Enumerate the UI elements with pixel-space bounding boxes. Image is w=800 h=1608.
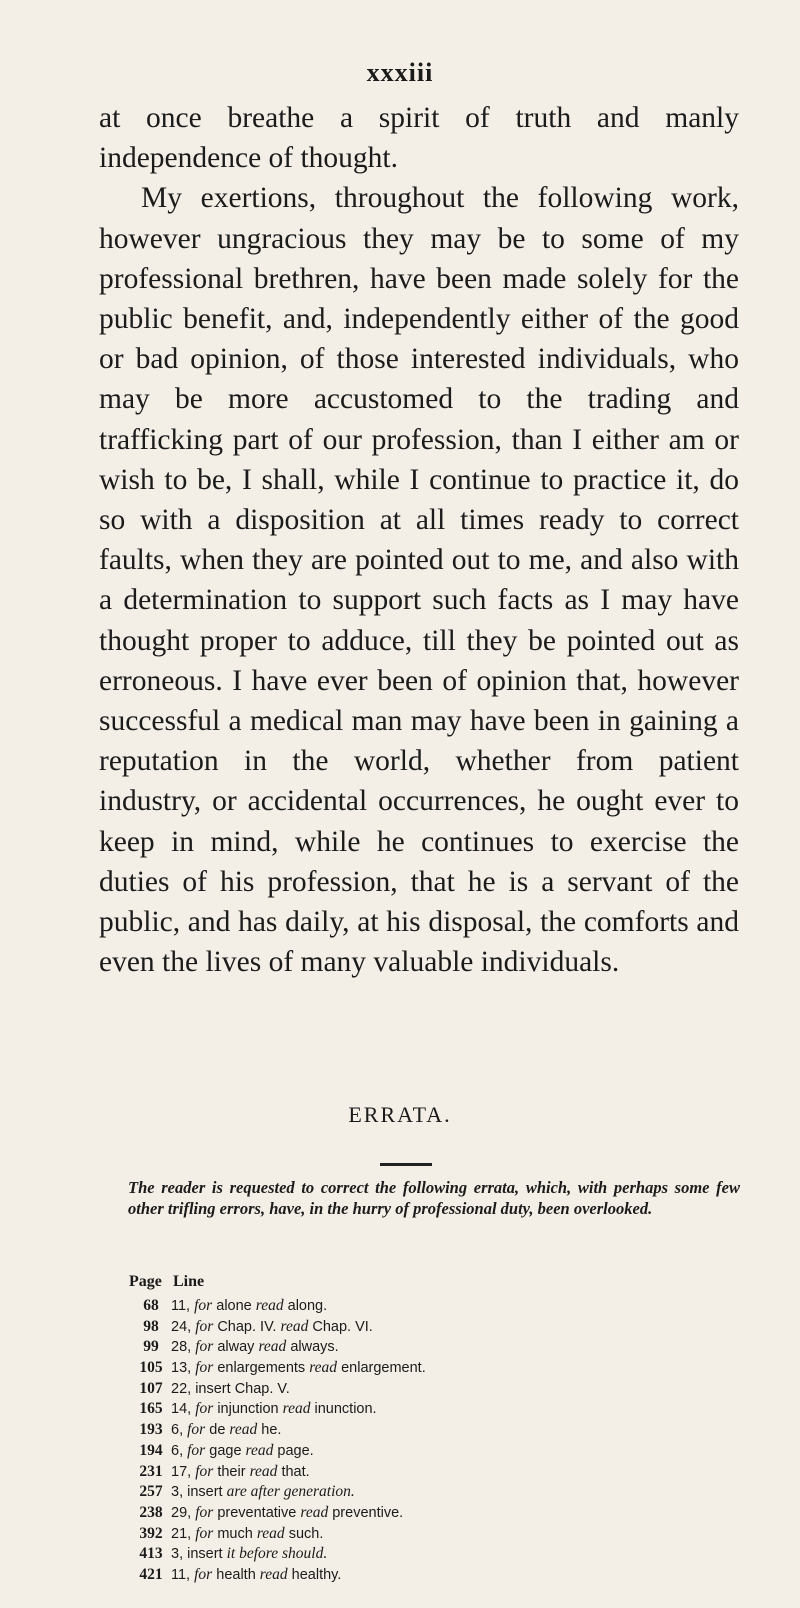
errata-read: are after generation. bbox=[226, 1483, 355, 1501]
errata-correction bbox=[171, 1420, 281, 1441]
errata-line: 13, bbox=[171, 1360, 192, 1377]
errata-correction bbox=[171, 1503, 403, 1524]
column-header-line: Line bbox=[173, 1273, 205, 1290]
errata-wrong: health bbox=[216, 1566, 256, 1583]
body-text bbox=[99, 98, 739, 982]
errata-for: for bbox=[195, 1317, 214, 1335]
errata-for: for bbox=[194, 1297, 213, 1314]
errata-read: read bbox=[229, 1421, 258, 1439]
errata-read: read bbox=[255, 1297, 284, 1314]
errata-page: 68 bbox=[143, 1297, 159, 1314]
errata-row bbox=[131, 1503, 691, 1524]
errata-line: 28, bbox=[171, 1339, 192, 1356]
errata-for: for bbox=[195, 1400, 214, 1418]
errata-read: read bbox=[258, 1338, 287, 1356]
errata-read: read bbox=[300, 1503, 329, 1521]
errata-intro: The reader is requested to correct the following errata, which, with perhaps some few other trifling errors, have, in the hurry of professional duty, been overlooked. bbox=[128, 1178, 740, 1218]
divider-rule bbox=[380, 1163, 432, 1166]
errata-heading: ERRATA. bbox=[348, 1102, 452, 1127]
errata-page: 257 bbox=[139, 1483, 163, 1501]
errata-wrong: much bbox=[217, 1525, 253, 1542]
column-header-page: Page bbox=[129, 1273, 162, 1290]
errata-right: that. bbox=[281, 1463, 310, 1480]
errata-read: read bbox=[249, 1462, 278, 1480]
errata-page: 105 bbox=[139, 1359, 163, 1377]
errata-line: 17, bbox=[171, 1463, 192, 1480]
errata-correction bbox=[171, 1524, 323, 1545]
errata-read: read bbox=[259, 1565, 288, 1583]
errata-correction bbox=[171, 1565, 341, 1586]
errata-wrong: insert Chap. V. bbox=[195, 1380, 290, 1397]
errata-for: for bbox=[195, 1503, 214, 1521]
page-number: xxxiii bbox=[366, 58, 434, 87]
errata-right: enlargement. bbox=[341, 1360, 426, 1377]
errata-line: 6, bbox=[171, 1442, 184, 1459]
errata-for: for bbox=[195, 1462, 214, 1480]
errata-for: for bbox=[195, 1338, 214, 1356]
errata-page: 98 bbox=[143, 1317, 159, 1335]
errata-row bbox=[131, 1317, 691, 1338]
errata-page: 194 bbox=[139, 1441, 163, 1459]
errata-right: Chap. VI. bbox=[312, 1318, 373, 1335]
errata-read: read bbox=[256, 1524, 285, 1542]
errata-correction bbox=[171, 1399, 377, 1420]
errata-page: 421 bbox=[139, 1565, 163, 1583]
errata-correction bbox=[171, 1317, 373, 1338]
errata-page: 107 bbox=[139, 1379, 163, 1397]
errata-row bbox=[131, 1420, 691, 1441]
errata-row bbox=[131, 1482, 691, 1503]
errata-right: page. bbox=[277, 1442, 314, 1459]
errata-read: read bbox=[309, 1359, 338, 1377]
errata-row bbox=[131, 1544, 691, 1565]
errata-wrong: alway bbox=[217, 1339, 255, 1356]
errata-wrong: Chap. IV. bbox=[217, 1318, 277, 1335]
errata-wrong: enlargements bbox=[217, 1360, 306, 1377]
errata-wrong: preventative bbox=[217, 1504, 297, 1521]
errata-column-headers bbox=[129, 1273, 204, 1291]
errata-correction bbox=[171, 1379, 290, 1400]
paragraph-1: at once breathe a spirit of truth and manly independence of thought. bbox=[99, 102, 739, 175]
errata-read: it before should. bbox=[226, 1545, 328, 1563]
errata-for: for bbox=[195, 1359, 214, 1377]
errata-page: 99 bbox=[143, 1338, 159, 1356]
errata-for: for bbox=[187, 1421, 206, 1439]
errata-line: 11, bbox=[171, 1566, 191, 1583]
errata-wrong: gage bbox=[209, 1442, 242, 1459]
errata-correction bbox=[171, 1296, 327, 1317]
errata-row bbox=[131, 1441, 691, 1462]
errata-row bbox=[131, 1462, 691, 1483]
errata-line: 11, bbox=[171, 1298, 191, 1314]
errata-line: 6, bbox=[171, 1422, 184, 1439]
errata-row bbox=[131, 1379, 691, 1400]
errata-for: for bbox=[194, 1565, 213, 1583]
errata-right: along. bbox=[287, 1298, 328, 1314]
errata-row bbox=[131, 1337, 691, 1358]
errata-correction bbox=[171, 1544, 327, 1565]
errata-line: 3, bbox=[171, 1546, 184, 1563]
errata-list bbox=[131, 1296, 691, 1586]
errata-right: such. bbox=[288, 1525, 324, 1542]
errata-read: read bbox=[282, 1400, 311, 1418]
errata-page: 413 bbox=[139, 1545, 163, 1563]
errata-line: 22, bbox=[171, 1380, 192, 1397]
errata-wrong: their bbox=[217, 1463, 246, 1480]
errata-right: he. bbox=[261, 1422, 282, 1439]
errata-row bbox=[131, 1296, 691, 1317]
errata-for: for bbox=[195, 1524, 214, 1542]
errata-read: read bbox=[280, 1317, 309, 1335]
errata-row bbox=[131, 1399, 691, 1420]
errata-read: read bbox=[245, 1441, 274, 1459]
errata-line: 3, bbox=[171, 1484, 184, 1501]
errata-wrong: insert bbox=[187, 1484, 223, 1501]
errata-line: 29, bbox=[171, 1504, 192, 1521]
errata-page: 231 bbox=[139, 1462, 163, 1480]
errata-row bbox=[131, 1524, 691, 1545]
errata-correction bbox=[171, 1482, 355, 1503]
errata-line: 24, bbox=[171, 1318, 192, 1335]
errata-line: 21, bbox=[171, 1525, 192, 1542]
errata-wrong: de bbox=[209, 1422, 226, 1439]
errata-page: 193 bbox=[139, 1421, 163, 1439]
errata-right: always. bbox=[290, 1339, 339, 1356]
paragraph-2: My exertions, throughout the following work, however ungracious they may be to some of my professional brethren, have been made solely for the public benefit, and, independently either of the good or bad opinion, of those interested individuals, who may be more accustomed to the trading and trafficking part of our profession, than I either am or wish to be, I shall, while I continue to practice it, do so with a disposition at all times ready to correct faults, when they are pointed out to me, and also with a determination to support such facts as I may have thought proper to adduce, till they be pointed out as erroneous. I have ever been of opinion that, however successful a medical man may have been in gaining a reputation in the world, whether from patient industry, or accidental occurrences, he ought ever to keep in mind, while he continues to exercise the duties of his profession, that he is a servant of the public, and has daily, at his disposal, the comforts and even the lives of many valuable individuals. bbox=[99, 182, 739, 979]
errata-line: 14, bbox=[171, 1401, 192, 1418]
errata-page: 165 bbox=[139, 1400, 163, 1418]
errata-correction bbox=[171, 1462, 310, 1483]
errata-for: for bbox=[187, 1441, 206, 1459]
errata-correction bbox=[171, 1441, 314, 1462]
errata-page: 392 bbox=[139, 1524, 163, 1542]
errata-wrong: injunction bbox=[217, 1401, 279, 1418]
errata-wrong: insert bbox=[187, 1546, 223, 1563]
errata-row bbox=[131, 1358, 691, 1379]
errata-correction bbox=[171, 1358, 426, 1379]
errata-page: 238 bbox=[139, 1503, 163, 1521]
errata-row bbox=[131, 1565, 691, 1586]
errata-right: inunction. bbox=[314, 1401, 377, 1418]
errata-wrong: alone bbox=[216, 1298, 252, 1314]
errata-right: preventive. bbox=[332, 1504, 404, 1521]
errata-right: healthy. bbox=[291, 1566, 342, 1583]
errata-correction bbox=[171, 1337, 339, 1358]
